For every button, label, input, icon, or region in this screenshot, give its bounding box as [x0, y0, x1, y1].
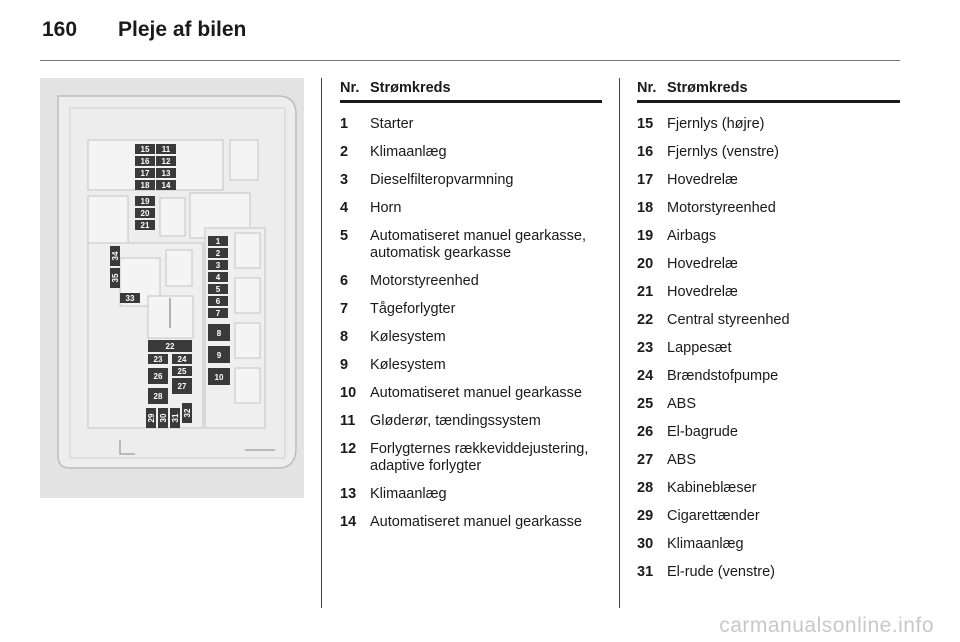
fuse-circuit: Gløderør, tændingssystem — [370, 413, 541, 429]
fuse-row — [340, 144, 602, 161]
fuse-circuit: Automatiseret manuel gearkasse — [370, 385, 582, 401]
fuse-label: 24 — [177, 355, 187, 364]
table-header — [637, 80, 900, 103]
fuse-label: 9 — [216, 351, 222, 360]
fuse-row — [340, 514, 602, 531]
fuse-label: 28 — [153, 392, 163, 401]
fuse-box-diagram — [40, 78, 304, 498]
fuse-circuit: Starter — [370, 116, 414, 132]
fuse-number: 20 — [637, 256, 654, 272]
fuse-circuit: Motorstyreenhed — [370, 273, 479, 289]
fuse-table-right — [637, 80, 900, 581]
fuse-label: 4 — [215, 273, 221, 282]
page-title: Pleje af bilen — [118, 18, 247, 41]
fuse-label: 12 — [161, 157, 171, 166]
fuse-number: 21 — [637, 284, 654, 300]
fuse-row — [340, 357, 602, 374]
fuse-label: 25 — [177, 367, 187, 376]
fuse-label: 8 — [216, 329, 222, 338]
fuse-row — [637, 116, 900, 133]
fuse-label: 17 — [140, 169, 150, 178]
fuse-number: 25 — [637, 396, 654, 412]
fuse-circuit: Hovedrelæ — [667, 256, 738, 272]
header-divider — [40, 60, 900, 61]
fuse-label: 34 — [111, 251, 120, 261]
fuse-number: 18 — [637, 200, 654, 216]
fuse-circuit: Brændstofpumpe — [667, 368, 779, 384]
fuse-row — [637, 368, 900, 385]
fuse-label: 6 — [215, 297, 221, 306]
fuse-label: 32 — [183, 408, 192, 418]
fuse-label: 10 — [214, 373, 224, 382]
fuse-number: 16 — [637, 144, 654, 160]
fuse-label: 27 — [177, 382, 187, 391]
fuse-circuit: Motorstyreenhed — [667, 200, 776, 216]
fuse-circuit: Forlygternes rækkeviddejustering, adaptive forlygter — [370, 441, 589, 474]
column-divider — [619, 78, 620, 608]
fuse-label: 2 — [215, 249, 221, 258]
fuse-circuit: Klimaanlæg — [370, 144, 447, 160]
fuse-circuit: Kabineblæser — [667, 480, 757, 496]
fuse-number: 26 — [637, 424, 654, 440]
fuse-label: 16 — [140, 157, 150, 166]
fuse-table-left — [340, 80, 602, 531]
fuse-number: 2 — [340, 144, 349, 160]
fuse-row — [340, 116, 602, 133]
watermark: carmanualsonline.info — [719, 614, 934, 637]
fuse-row — [637, 256, 900, 273]
fuse-circuit: Airbags — [667, 228, 717, 244]
fuse-number: 8 — [340, 329, 349, 345]
fuse-circuit: Lappesæt — [667, 340, 732, 356]
fuse-row — [637, 536, 900, 553]
fuse-circuit: Klimaanlæg — [667, 536, 744, 552]
fuse-row — [637, 340, 900, 357]
fuse-row — [637, 424, 900, 441]
fuse-circuit: Fjernlys (venstre) — [667, 144, 779, 160]
fuse-circuit: ABS — [667, 396, 697, 412]
header-circuit: Strømkreds — [370, 80, 451, 96]
fuse-label: 14 — [161, 181, 171, 190]
fuse-row — [637, 228, 900, 245]
fuse-number: 1 — [340, 116, 349, 132]
fuse-label: 23 — [153, 355, 163, 364]
fuse-row — [340, 172, 602, 189]
fuse-label: 33 — [125, 294, 135, 303]
fuse-row — [637, 564, 900, 581]
fuse-circuit: Tågeforlygter — [370, 301, 456, 317]
fuse-row — [340, 486, 602, 503]
fuse-row — [340, 301, 602, 318]
fuse-number: 29 — [637, 508, 654, 524]
fuse-row — [637, 396, 900, 413]
fuse-circuit: ABS — [667, 452, 697, 468]
fuse-row — [637, 452, 900, 469]
fuse-row — [637, 312, 900, 329]
fuse-number: 7 — [340, 301, 349, 317]
fuse-label: 18 — [140, 181, 150, 190]
fuse-circuit: Cigarettænder — [667, 508, 760, 524]
fuse-number: 19 — [637, 228, 654, 244]
fuse-circuit: Central styreenhed — [667, 312, 790, 328]
fuse-number: 5 — [340, 228, 349, 244]
fuse-label: 26 — [153, 372, 163, 381]
fuse-circuit: Klimaanlæg — [370, 486, 447, 502]
fuse-number: 4 — [340, 200, 349, 216]
page-header — [42, 18, 246, 42]
fuse-row — [637, 200, 900, 217]
fuse-label: 30 — [159, 413, 168, 423]
fuse-row — [340, 273, 602, 290]
fuse-row — [340, 385, 602, 402]
fuse-row — [340, 329, 602, 346]
fuse-label: 22 — [165, 342, 175, 351]
fuse-circuit: El-rude (venstre) — [667, 564, 775, 580]
fuse-label: 7 — [215, 309, 221, 318]
fuse-label: 11 — [161, 145, 171, 154]
fuse-number: 10 — [340, 385, 357, 401]
fuse-circuit: Horn — [370, 200, 402, 216]
fuse-number: 6 — [340, 273, 349, 289]
fuse-number: 27 — [637, 452, 654, 468]
fuse-label: 21 — [140, 221, 150, 230]
fuse-row — [340, 200, 602, 217]
fuse-circuit: El-bagrude — [667, 424, 738, 440]
fuse-row — [637, 144, 900, 161]
table-header — [340, 80, 602, 103]
fuse-number: 23 — [637, 340, 654, 356]
page-number: 160 — [42, 18, 78, 41]
header-nr: Nr. — [637, 80, 657, 96]
fuse-number: 17 — [637, 172, 654, 188]
header-nr: Nr. — [340, 80, 360, 96]
fuse-label: 31 — [171, 413, 180, 423]
fuse-circuit: Hovedrelæ — [667, 172, 738, 188]
fuse-row — [637, 172, 900, 189]
fuse-label: 3 — [215, 261, 221, 270]
fuse-circuit: Fjernlys (højre) — [667, 116, 765, 132]
fuse-label: 35 — [111, 273, 120, 283]
fuse-label: 13 — [161, 169, 171, 178]
fuse-row — [340, 413, 602, 430]
fuse-label: 15 — [140, 145, 150, 154]
fuse-number: 28 — [637, 480, 654, 496]
fuse-number: 15 — [637, 116, 654, 132]
fuse-number: 24 — [637, 368, 654, 384]
fuse-circuit: Automatiseret manuel gearkasse, automatisk gearkasse — [370, 228, 586, 261]
fuse-circuit: Hovedrelæ — [667, 284, 738, 300]
fuse-number: 30 — [637, 536, 654, 552]
fuse-number: 9 — [340, 357, 349, 373]
fuse-number: 3 — [340, 172, 349, 188]
column-divider — [321, 78, 322, 608]
fuse-label: 1 — [215, 237, 221, 246]
fuse-number: 13 — [340, 486, 357, 502]
fuse-label: 20 — [140, 209, 150, 218]
header-circuit: Strømkreds — [667, 80, 748, 96]
fuse-number: 14 — [340, 514, 357, 530]
fuse-label: 5 — [215, 285, 221, 294]
fuse-number: 11 — [340, 413, 356, 429]
fuse-circuit: Kølesystem — [370, 357, 446, 373]
fuse-row — [637, 284, 900, 301]
fuse-label: 29 — [147, 413, 156, 423]
fuse-number: 22 — [637, 312, 654, 328]
fuse-circuit: Kølesystem — [370, 329, 446, 345]
fuse-row — [637, 508, 900, 525]
fuse-row — [340, 441, 602, 475]
fuse-row — [340, 228, 602, 262]
fuse-number: 12 — [340, 441, 357, 457]
fuse-circuit: Dieselfilteropvarmning — [370, 172, 514, 188]
fuse-number: 31 — [637, 564, 654, 580]
fuse-label: 19 — [140, 197, 150, 206]
fuse-circuit: Automatiseret manuel gearkasse — [370, 514, 582, 530]
fuse-row — [637, 480, 900, 497]
